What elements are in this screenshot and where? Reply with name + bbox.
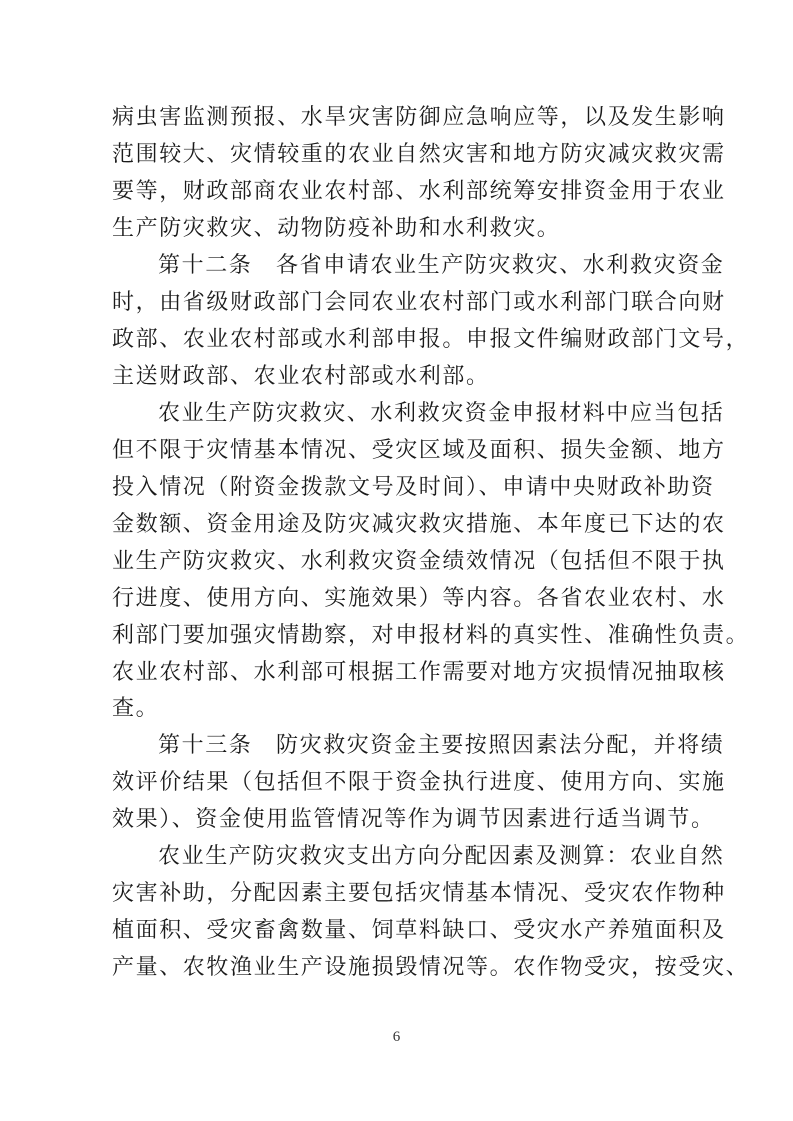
text-line: 查。 — [112, 696, 160, 721]
text-line: 植面积、受灾畜禽数量、饲草料缺口、受灾水产养殖面积及 — [112, 918, 726, 943]
text-line: 金数额、资金用途及防灾减灾救灾措施、本年度已下达的农 — [112, 512, 726, 537]
text-line: 业生产防灾救灾、水利救灾资金绩效情况（包括但不限于执 — [112, 549, 726, 574]
text-line: 政部、农业农村部或水利部申报。申报文件编财政部门文号， — [112, 327, 750, 352]
text-line: 效果）、资金使用监管情况等作为调节因素进行适当调节。 — [112, 807, 715, 832]
text-line: 行进度、使用方向、实施效果）等内容。各省农业农村、水 — [112, 586, 726, 611]
paragraph-start-line: 农业生产防灾救灾支出方向分配因素及测算：农业自然 — [158, 844, 725, 869]
text-line: 利部门要加强灾情勘察，对申报材料的真实性、准确性负责。 — [112, 623, 750, 648]
text-line: 灾害补助，分配因素主要包括灾情基本情况、受灾农作物种 — [112, 881, 726, 906]
text-line: 生产防灾救灾、动物防疫补助和水利救灾。 — [112, 216, 561, 241]
text-line: 病虫害监测预报、水旱灾害防御应急响应等，以及发生影响 — [112, 105, 726, 130]
text-line: 产量、农牧渔业生产设施损毁情况等。农作物受灾，按受灾、 — [112, 955, 750, 980]
paragraph-start-line: 农业生产防灾救灾、水利救灾资金申报材料中应当包括 — [158, 401, 725, 426]
text-line: 农业农村部、水利部可根据工作需要对地方灾损情况抽取核 — [112, 660, 726, 685]
text-line: 但不限于灾情基本情况、受灾区域及面积、损失金额、地方 — [112, 438, 726, 463]
text-line: 主送财政部、农业农村部或水利部。 — [112, 364, 490, 389]
text-line: 要等，财政部商农业农村部、水利部统筹安排资金用于农业 — [112, 179, 726, 204]
article-12-heading-line: 第十二条 各省申请农业生产防灾救灾、水利救灾资金 — [158, 253, 725, 278]
text-line: 时，由省级财政部门会同农业农村部门或水利部门联合向财 — [112, 290, 726, 315]
text-line: 投入情况（附资金拨款文号及时间）、申请中央财政补助资 — [112, 475, 715, 500]
article-13-heading-line: 第十三条 防灾救灾资金主要按照因素法分配，并将绩 — [158, 733, 725, 758]
text-line: 范围较大、灾情较重的农业自然灾害和地方防灾减灾救灾需 — [112, 142, 726, 167]
page-number: 6 — [392, 1029, 401, 1045]
text-line: 效评价结果（包括但不限于资金执行进度、使用方向、实施 — [112, 770, 726, 795]
